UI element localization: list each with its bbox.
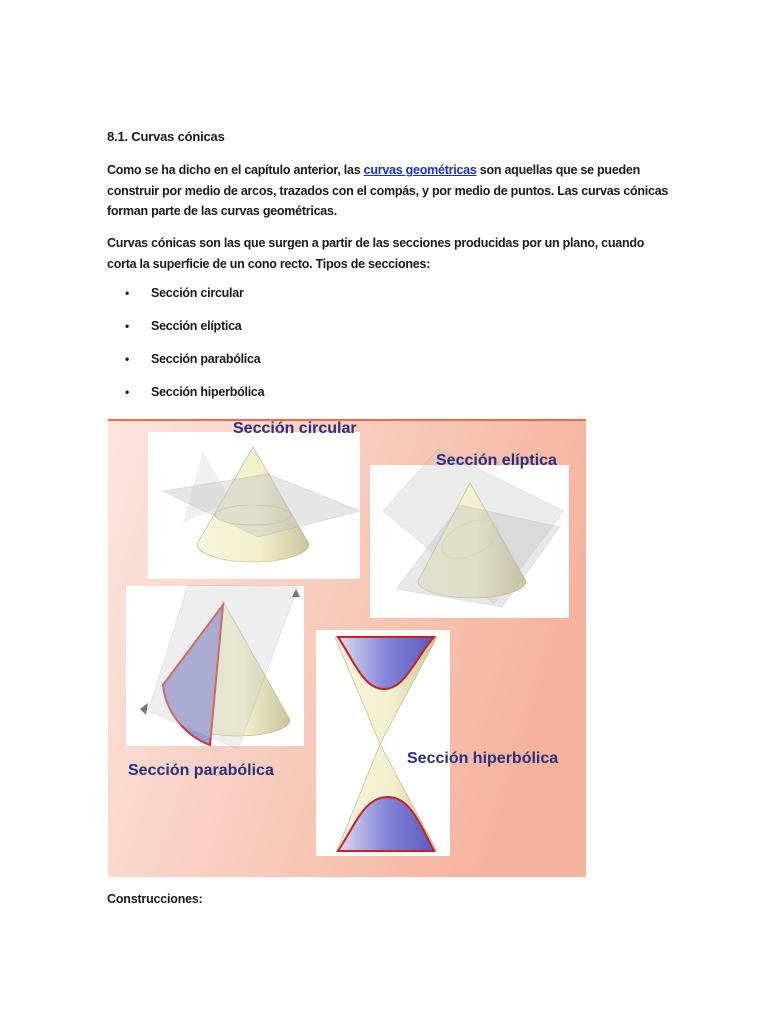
curvas-geometricas-link[interactable]: curvas geométricas xyxy=(363,163,477,177)
circular-section-panel xyxy=(148,432,360,579)
bullet-icon: • xyxy=(125,286,129,300)
list-item-label: Sección circular xyxy=(151,286,244,300)
intro-paragraph xyxy=(107,160,672,222)
list-item xyxy=(125,352,264,385)
list-item xyxy=(125,319,264,352)
list-item-label: Sección elíptica xyxy=(151,319,242,333)
label-seccion-circular: Sección circular xyxy=(233,420,357,437)
list-item xyxy=(125,286,264,319)
intro-text-end: son aquellas que se pueden construir por medio de arcos, trazados con el compás, y por medio de puntos. Las curvas cónicas forman parte de las curvas geométricas. xyxy=(107,163,669,218)
intro-text-start: Como se ha dicho en el capítulo anterior, las xyxy=(107,163,364,177)
bullet-icon: • xyxy=(125,352,129,366)
section-types-list xyxy=(125,286,264,418)
label-seccion-eliptica: Sección elíptica xyxy=(436,452,557,469)
list-item xyxy=(125,385,264,418)
hyperbolic-section-panel xyxy=(316,630,450,856)
parabolic-section-panel xyxy=(126,585,304,749)
label-seccion-hiperbolica: Sección hiperbólica xyxy=(407,750,559,767)
bullet-icon: • xyxy=(125,385,129,399)
definition-paragraph: Curvas cónicas son las que surgen a partir de las secciones producidas por un plano, cuando corta la superficie de un cono recto. Tipos de secciones: xyxy=(107,236,645,271)
label-seccion-parabolica: Sección parabólica xyxy=(128,762,274,779)
conic-sections-figure xyxy=(108,419,586,877)
list-item-label: Sección hiperbólica xyxy=(151,385,265,399)
list-item-label: Sección parabólica xyxy=(151,352,261,366)
constructions-heading: Construcciones: xyxy=(107,892,203,906)
bullet-icon: • xyxy=(125,319,129,333)
elliptic-section-panel xyxy=(370,449,569,618)
section-heading: 8.1. Curvas cónicas xyxy=(107,129,225,144)
